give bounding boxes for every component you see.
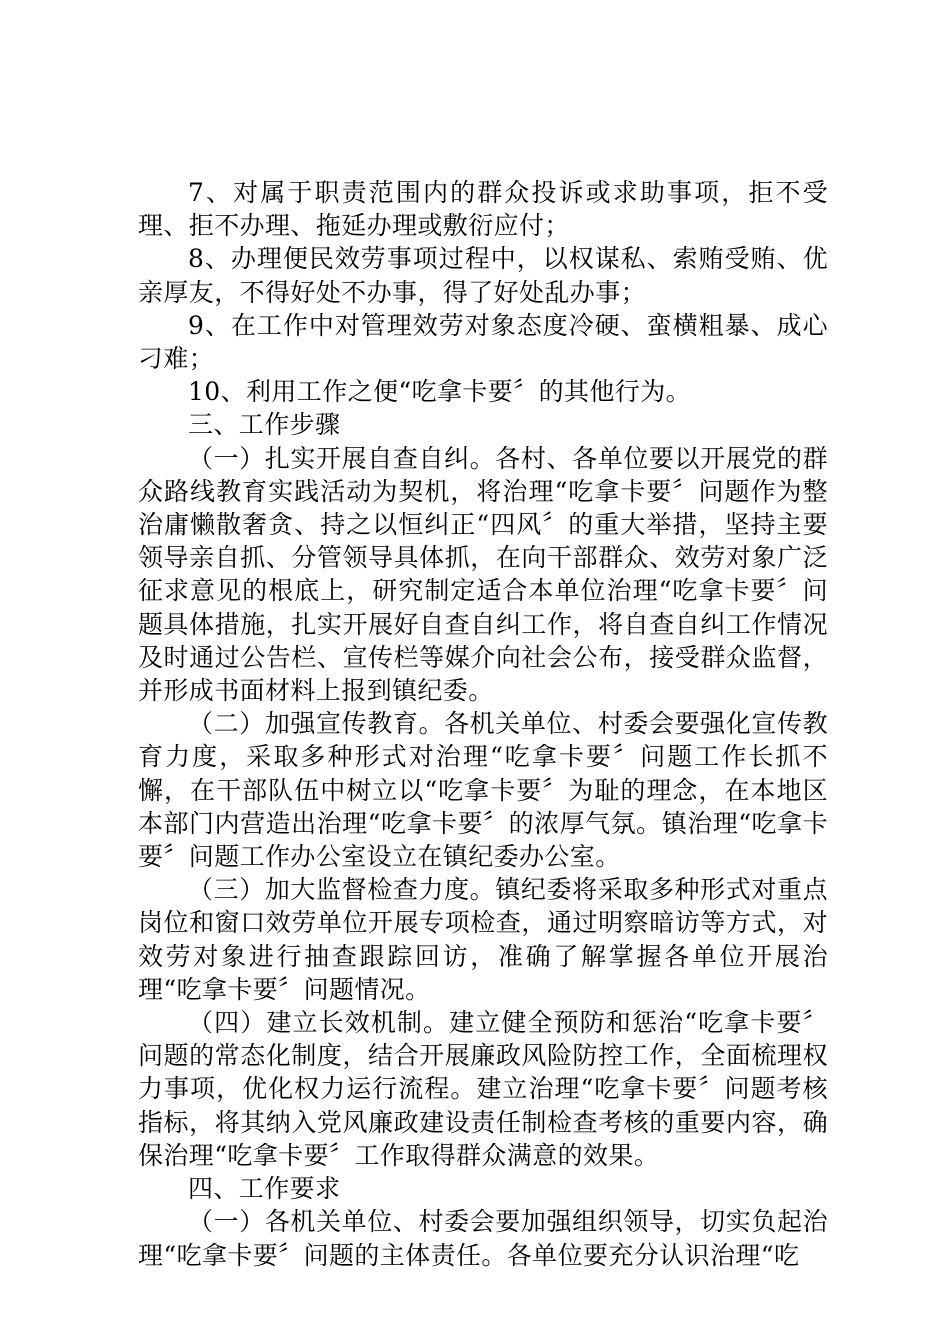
item-8: 8、办理便民效劳事项过程中，以权谋私、索贿受贿、优亲厚友，不得好处不办事，得了好处乱办事；: [138, 244, 828, 307]
step-4-long-term-mechanism: （四）建立长效机制。建立健全预防和惩治“吃拿卡要〞问题的常态化制度，结合开展廉政风险防控工作，全面梳理权力事项，优化权力运行流程。建立治理“吃拿卡要〞问题考核指标，将其纳入党风廉政建设责任制检查考核的重要内容，确保治理“吃拿卡要〞工作取得群众满意的效果。: [138, 1008, 828, 1170]
section-heading-work-steps: 三、工作步骤: [188, 410, 341, 440]
item-7: 7、对属于职责范围内的群众投诉或求助事项，拒不受理、拒不办理、拖延办理或敷衍应付；: [138, 178, 828, 241]
document-body: [138, 176, 828, 1272]
step-1-self-inspection: （一）扎实开展自查自纠。各村、各单位要以开展党的群众路线教育实践活动为契机，将治理“吃拿卡要〞问题作为整治庸懒散奢贪、持之以恒纠正“四风〞的重大举措，坚持主要领导亲自抓、分管领导具体抓，在向干部群众、效劳对象广泛征求意见的根底上，研究制定适合本单位治理“吃拿卡要〞问题具体措施，扎实开展好自查自纠工作，将自查自纠工作情况及时通过公告栏、宣传栏等媒介向社会公布，接受群众监督，并形成书面材料上报到镇纪委。: [138, 443, 828, 706]
section-heading-work-requirements: 四、工作要求: [188, 1174, 341, 1204]
step-3-supervision-inspection: （三）加大监督检查力度。镇纪委将采取多种形式对重点岗位和窗口效劳单位开展专项检查，通过明察暗访等方式，对效劳对象进行抽查跟踪回访，准确了解掌握各单位开展治理“吃拿卡要〞问题情况。: [138, 875, 828, 1004]
requirement-1-organization: （一）各机关单位、村委会要加强组织领导，切实负起治理“吃拿卡要〞问题的主体责任。各单位要充分认识治理“吃: [138, 1207, 828, 1270]
item-10: 10、利用工作之便“吃拿卡要〞的其他行为。: [188, 377, 691, 407]
item-9: 9、在工作中对管理效劳对象态度冷硬、蛮横粗暴、成心刁难；: [138, 310, 828, 374]
step-2-publicity-education: （二）加强宣传教育。各机关单位、村委会要强化宣传教育力度，采取多种形式对治理“吃拿卡要〞问题工作长抓不懈，在干部队伍中树立以“吃拿卡要〞为耻的理念，在本地区本部门内营造出治理“吃拿卡要〞的浓厚气氛。镇治理“吃拿卡要〞问题工作办公室设立在镇纪委办公室。: [138, 709, 828, 872]
